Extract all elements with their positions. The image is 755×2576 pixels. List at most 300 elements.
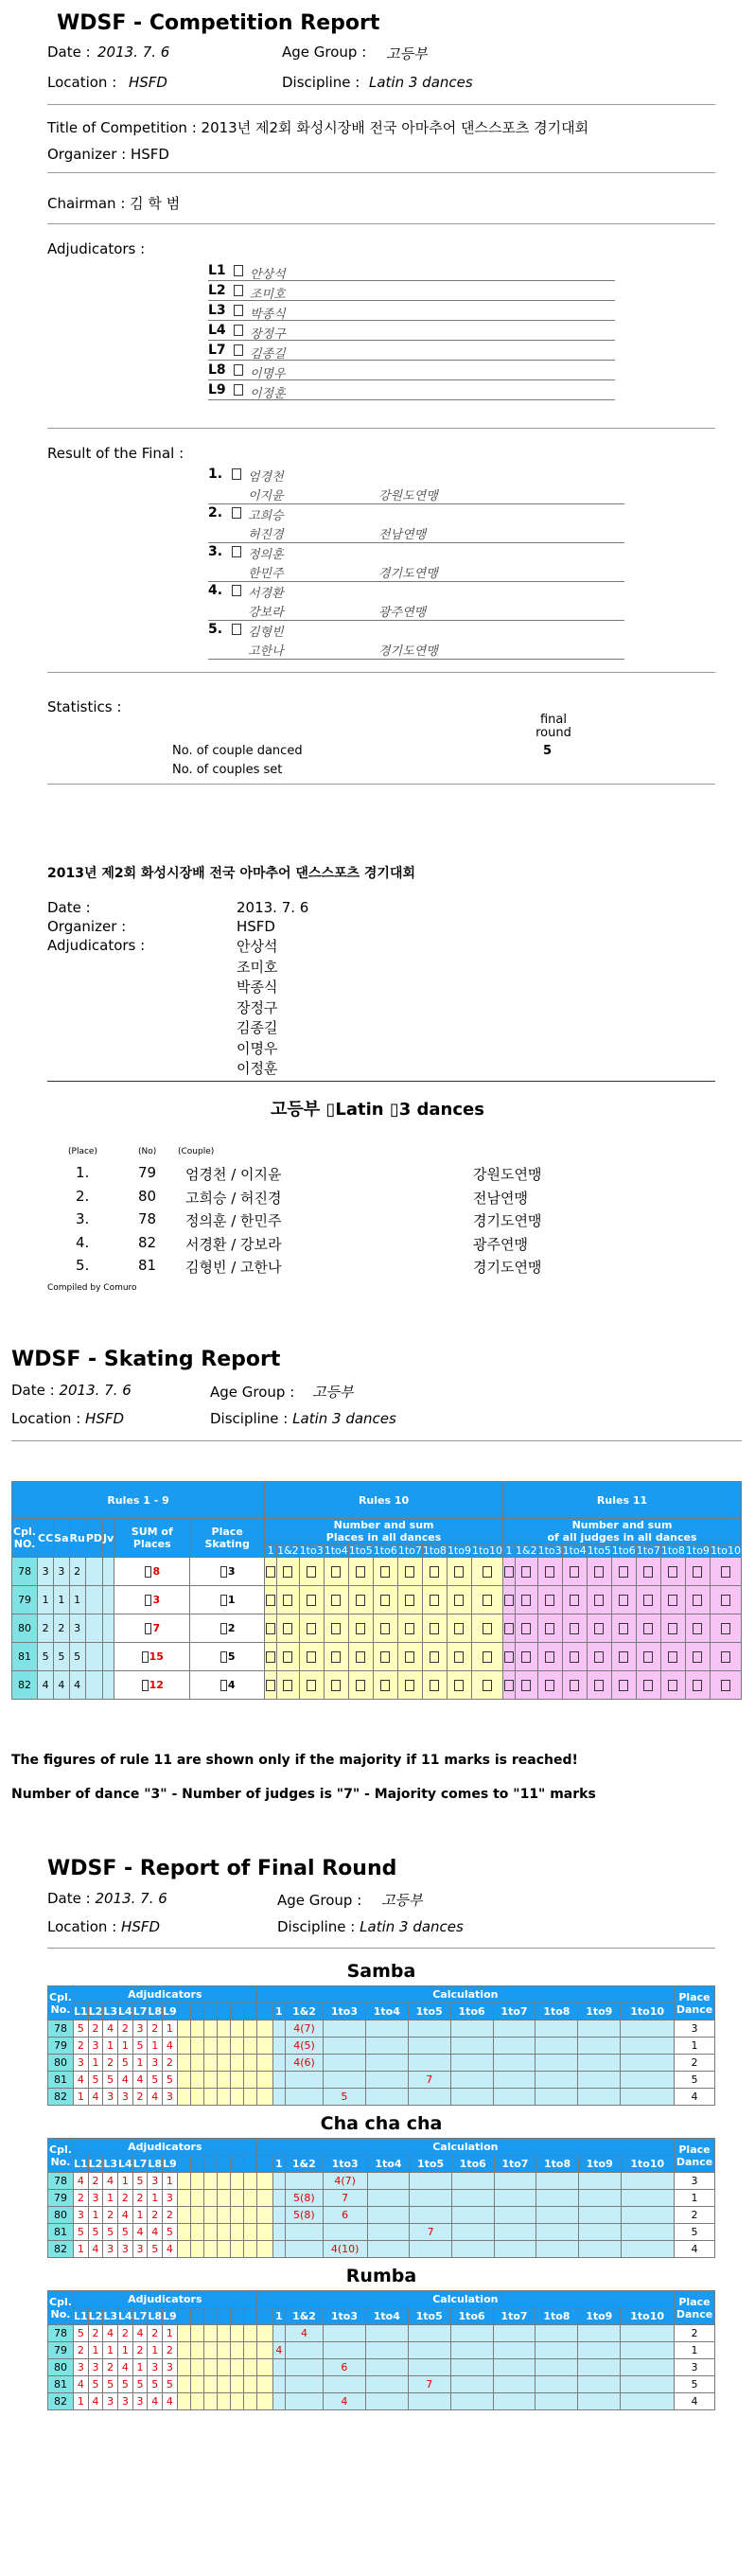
- hdr-calculation: Calculation: [256, 1986, 674, 2003]
- calc-cell: [621, 2207, 674, 2224]
- calc-cell: [286, 2089, 324, 2106]
- cpl-no: 82: [48, 2241, 74, 2258]
- sk-location: Location : HSFD: [11, 1410, 125, 1427]
- rule11-cell: [710, 1558, 741, 1586]
- dance-row: [48, 2359, 715, 2376]
- checkbox-icon: [380, 1595, 390, 1606]
- calc-cell: [494, 2224, 536, 2241]
- judge-mark: [177, 2376, 190, 2393]
- checkbox-icon: [721, 1651, 730, 1663]
- rule10-cell: [265, 1558, 277, 1586]
- place-dance: 1: [675, 2342, 715, 2359]
- checkbox-icon: [643, 1651, 653, 1663]
- checkbox-icon: [430, 1680, 439, 1691]
- judge-mark: [190, 2038, 203, 2055]
- cpl-no: 81: [48, 2072, 74, 2089]
- age-group-value: 고등부: [386, 45, 428, 62]
- summary-date-label: Date :: [47, 899, 91, 916]
- rule11-cell: [537, 1614, 562, 1643]
- judge-mark: [230, 2207, 243, 2224]
- dance-row: [48, 2393, 715, 2410]
- result-region: 경기도연맹: [378, 644, 438, 659]
- adjudicators-label: Adjudicators :: [47, 240, 146, 257]
- judge-mark: 1: [103, 2190, 118, 2207]
- judge-mark: 3: [148, 2359, 163, 2376]
- calc-cell: [493, 2055, 536, 2072]
- rule10-cell: [447, 1643, 471, 1671]
- calc-cell: [451, 2241, 494, 2258]
- skating-cell: 81: [12, 1643, 38, 1671]
- rule11-cell: [636, 1643, 660, 1671]
- dance-row: [48, 2055, 715, 2072]
- judge-mark: [203, 2038, 217, 2055]
- dance-title: Samba: [346, 1961, 416, 1982]
- place-dance: 2: [675, 2325, 715, 2342]
- skating-cell: 1: [69, 1586, 85, 1614]
- calc-cell: [621, 2359, 675, 2376]
- calc-cell: [285, 2241, 323, 2258]
- cpl-no: 78: [48, 2325, 74, 2342]
- judge-mark: 5: [74, 2325, 89, 2342]
- calc-cell: [323, 2055, 365, 2072]
- calc-cell: 7: [408, 2072, 450, 2089]
- range-col-header: 1to6: [373, 1544, 397, 1557]
- checkbox-icon: [283, 1680, 292, 1691]
- calc-cell: [493, 2089, 536, 2106]
- judge-mark: [217, 2376, 230, 2393]
- judge-mark: 5: [163, 2072, 178, 2089]
- rule10-cell: [299, 1614, 324, 1643]
- calc-cell: [272, 2020, 285, 2038]
- title-of-competition: Title of Competition : 2013년 제2회 화성시장배 전국 아마추어 댄스스포츠 경기대회: [47, 119, 589, 136]
- calc-cell: [365, 2359, 408, 2376]
- judge-mark: [203, 2207, 217, 2224]
- rule11-cell: [685, 1558, 710, 1586]
- calc-cell: [621, 2072, 675, 2089]
- checkbox-icon: [220, 1680, 227, 1691]
- checkbox-icon: [619, 1651, 628, 1663]
- judge-mark: 3: [132, 2241, 148, 2258]
- summary-place: 2.: [76, 1187, 90, 1205]
- skating-report-title: WDSF - Skating Report: [11, 1348, 281, 1371]
- skating-col-header: PD: [85, 1519, 102, 1558]
- calc-cell: [578, 2393, 621, 2410]
- rule11-cell: [537, 1643, 562, 1671]
- rule11-cell: [503, 1671, 516, 1700]
- checkbox-icon: [721, 1566, 730, 1578]
- checkbox-icon: [405, 1680, 414, 1691]
- checkbox-icon: [307, 1651, 316, 1663]
- rule10-cell: [299, 1558, 324, 1586]
- checkbox-icon: [380, 1680, 390, 1691]
- rule11-cell: [503, 1643, 516, 1671]
- rule11-cell: [710, 1614, 741, 1643]
- judge-mark: [243, 2342, 256, 2359]
- calc-cell: [408, 2038, 450, 2055]
- calc-cell: [536, 2241, 579, 2258]
- checkbox-icon: [220, 1651, 227, 1663]
- calc-cell: [578, 2342, 621, 2359]
- summary-no: 78: [138, 1210, 157, 1227]
- range-col-header: 1: [503, 1544, 516, 1558]
- rule10-cell: [299, 1586, 324, 1614]
- checkbox-icon: [356, 1595, 365, 1606]
- judge-mark: 5: [103, 2376, 118, 2393]
- rule11-cell: [660, 1586, 685, 1614]
- judge-col-header: L7: [132, 2003, 148, 2020]
- judge-mark: 5: [88, 2376, 103, 2393]
- judge-mark: 5: [74, 2224, 89, 2241]
- checkbox-icon: [594, 1651, 604, 1663]
- judge-mark: 5: [118, 2224, 133, 2241]
- calc-col-header: 1to10: [621, 2003, 675, 2020]
- summary-place: 4.: [76, 1233, 90, 1251]
- calc-cell: [408, 2393, 450, 2410]
- judge-mark: 4: [163, 2038, 178, 2055]
- date-label: Date :: [47, 44, 91, 61]
- judge-mark: 5: [163, 2224, 178, 2241]
- skating-cell: [85, 1643, 102, 1671]
- skating-note-2: Number of dance "3" - Number of judges is "7" - Majority comes to "11" marks: [11, 1787, 596, 1802]
- rule10-cell: [373, 1558, 397, 1586]
- calc-cell: [285, 2224, 323, 2241]
- calc-cell: [272, 2224, 285, 2241]
- hdr-place-dance: Place Dance: [675, 2139, 715, 2173]
- calc-cell: 4(5): [286, 2038, 324, 2055]
- checkbox-icon: [145, 1566, 151, 1578]
- calc-spacer-cell: [256, 2393, 272, 2410]
- result-row: [208, 582, 624, 621]
- judge-mark: [243, 2190, 256, 2207]
- judge-mark: 3: [163, 2089, 178, 2106]
- r11-subheader: Number and sum of all judges in all dances: [503, 1519, 742, 1544]
- skating-row: [12, 1614, 742, 1643]
- rule11-cell: [660, 1558, 685, 1586]
- rule11-cell: [562, 1671, 587, 1700]
- calc-cell: [367, 2224, 410, 2241]
- rule11-cell: [516, 1671, 538, 1700]
- calc-col-header: 1to10: [621, 2156, 674, 2173]
- judge-mark: 3: [103, 2241, 118, 2258]
- judge-mark: [190, 2207, 203, 2224]
- checkbox-icon: [504, 1623, 514, 1634]
- checkbox-icon: [234, 265, 243, 276]
- checkbox-icon: [643, 1680, 653, 1691]
- judge-col-header: [217, 2003, 230, 2020]
- calc-cell: [536, 2072, 578, 2089]
- judge-mark: 3: [148, 2055, 163, 2072]
- rule10-cell: [471, 1614, 502, 1643]
- dance-row: [48, 2342, 715, 2359]
- checkbox-icon: [668, 1623, 677, 1634]
- calc-cell: [410, 2190, 452, 2207]
- organizer: Organizer : HSFD: [47, 146, 169, 163]
- summary-adjudicators: [237, 937, 277, 1080]
- checkbox-icon: [405, 1651, 414, 1663]
- calc-cell: 7: [410, 2224, 452, 2241]
- calc-cell: [621, 2190, 674, 2207]
- hdr-calculation: Calculation: [256, 2139, 674, 2156]
- dance-subheader-row: [48, 2156, 715, 2173]
- skating-cell: [103, 1558, 114, 1586]
- checkbox-icon: [266, 1623, 275, 1634]
- summary-place: 5.: [76, 1257, 90, 1274]
- checkbox-icon: [668, 1651, 677, 1663]
- judge-mark: [230, 2055, 243, 2072]
- skating-cell: 2: [54, 1614, 69, 1643]
- calc-cell: [272, 2325, 285, 2342]
- judge-mark: [243, 2038, 256, 2055]
- checkbox-icon: [721, 1595, 730, 1606]
- judge-mark: 2: [163, 2207, 178, 2224]
- calc-cell: [621, 2173, 674, 2190]
- judge-mark: [230, 2241, 243, 2258]
- calc-cell: 4(10): [323, 2241, 367, 2258]
- checkbox-icon: [570, 1651, 579, 1663]
- calc-cell: [621, 2020, 675, 2038]
- calc-col-header: 1to6: [451, 2156, 494, 2173]
- calc-cell: [285, 2173, 323, 2190]
- checkbox-icon: [483, 1595, 492, 1606]
- dance-row: [48, 2207, 715, 2224]
- rule10-cell: [422, 1586, 447, 1614]
- calc-cell: [323, 2038, 365, 2055]
- judge-mark: 3: [163, 2359, 178, 2376]
- rule10-cell: [373, 1586, 397, 1614]
- adjudicator-name: 이명우: [250, 367, 286, 381]
- rule10-cell: [447, 1614, 471, 1643]
- judge-col-header: [217, 2156, 230, 2173]
- rule11-cell: [710, 1671, 741, 1700]
- summary-adjudicator: 김종길: [237, 1019, 278, 1036]
- checkbox-icon: [356, 1651, 365, 1663]
- range-col-header: 1to7: [636, 1544, 660, 1557]
- checkbox-icon: [430, 1595, 439, 1606]
- checkbox-icon: [220, 1566, 227, 1578]
- judge-mark: 4: [148, 2089, 163, 2106]
- judge-col-header: L7: [132, 2156, 148, 2173]
- calc-cell: [272, 2173, 285, 2190]
- calc-cell: [410, 2241, 452, 2258]
- rule11-cell: [587, 1558, 611, 1586]
- summary-title: 2013년 제2회 화성시장배 전국 아마추어 댄스스포츠 경기대회: [47, 866, 416, 881]
- judge-mark: [217, 2020, 230, 2038]
- sk-date: Date : 2013. 7. 6: [11, 1382, 132, 1399]
- judge-mark: 4: [132, 2325, 148, 2342]
- skating-sum: 7: [114, 1614, 190, 1643]
- summary-region: 경기도연맹: [473, 1212, 542, 1229]
- place-dance: 1: [675, 2038, 715, 2055]
- calc-cell: [578, 2055, 621, 2072]
- cpl-no: 80: [48, 2207, 74, 2224]
- skating-cell: 80: [12, 1614, 38, 1643]
- judge-col-header: [190, 2156, 203, 2173]
- judge-col-header: L3: [103, 2156, 118, 2173]
- calc-spacer-cell: [256, 2342, 272, 2359]
- calc-spacer-cell: [256, 2055, 272, 2072]
- judge-col-header: [203, 2003, 217, 2020]
- result-place: 3.: [208, 544, 223, 559]
- summary-row: [0, 1188, 755, 1211]
- calc-cell: [367, 2241, 410, 2258]
- checkbox-icon: [693, 1566, 702, 1578]
- calc-cell: [578, 2241, 621, 2258]
- checkbox-icon: [145, 1595, 151, 1606]
- calc-cell: 4(7): [286, 2020, 324, 2038]
- calc-cell: [272, 2038, 285, 2055]
- rule10-cell: [397, 1586, 422, 1614]
- judge-mark: 2: [118, 2190, 133, 2207]
- dance-row: [48, 2325, 715, 2342]
- place-dance: 3: [675, 2020, 715, 2038]
- calc-col-header: 1to7: [493, 2003, 536, 2020]
- judge-mark: 3: [74, 2207, 89, 2224]
- range-col-header: 1to3: [537, 1544, 562, 1557]
- calc-col-header: 1to6: [450, 2003, 493, 2020]
- cpl-no: 79: [48, 2038, 74, 2055]
- rule11-cell: [562, 1643, 587, 1671]
- judge-mark: [190, 2173, 203, 2190]
- judge-mark: 2: [148, 2325, 163, 2342]
- calc-cell: [365, 2342, 408, 2359]
- statistics-label: Statistics :: [47, 698, 122, 715]
- calc-cell: [365, 2325, 408, 2342]
- result-label: Result of the Final :: [47, 445, 184, 462]
- calc-cell: [536, 2325, 578, 2342]
- checkbox-icon: [594, 1595, 604, 1606]
- judge-mark: [230, 2190, 243, 2207]
- calc-cell: [365, 2089, 408, 2106]
- judge-mark: 2: [132, 2089, 148, 2106]
- judge-col-header: [217, 2308, 230, 2325]
- rule11-cell: [611, 1671, 636, 1700]
- checkbox-icon: [545, 1566, 554, 1578]
- judge-col-header: [243, 2308, 256, 2325]
- hdr-rules-1-9: Rules 1 - 9: [12, 1482, 265, 1519]
- adjudicator-code: L1: [208, 263, 226, 278]
- calc-cell: [408, 2020, 450, 2038]
- hdr-cpl: Cpl. No.: [48, 1986, 74, 2020]
- couples-danced-value: 5: [543, 744, 553, 758]
- judge-mark: [243, 2072, 256, 2089]
- checkbox-icon: [521, 1566, 531, 1578]
- calc-cell: [621, 2055, 675, 2072]
- calc-cell: [365, 2393, 408, 2410]
- place-dance: 3: [675, 2173, 715, 2190]
- rule11-cell: [587, 1643, 611, 1671]
- rule10-cell: [324, 1614, 348, 1643]
- calc-cell: [493, 2072, 536, 2089]
- calc-cell: [494, 2190, 536, 2207]
- col-place-header: (Place): [68, 1147, 97, 1156]
- calc-col-header: 1to8: [536, 2308, 578, 2325]
- calc-cell: [493, 2393, 536, 2410]
- col-couple-header: (Couple): [178, 1147, 215, 1156]
- checkbox-icon: [521, 1595, 531, 1606]
- skating-place: 1: [190, 1586, 265, 1614]
- hdr-calculation: Calculation: [256, 2291, 674, 2308]
- skating-col-header: Jv: [103, 1519, 114, 1558]
- judge-mark: [177, 2241, 190, 2258]
- summary-adjudicator: 안상석: [237, 938, 278, 955]
- judge-mark: [177, 2224, 190, 2241]
- judge-mark: [177, 2038, 190, 2055]
- checkbox-icon: [594, 1566, 604, 1578]
- judge-mark: 1: [118, 2038, 133, 2055]
- judge-mark: [190, 2072, 203, 2089]
- checkbox-icon: [504, 1680, 514, 1691]
- calc-cell: [272, 2055, 285, 2072]
- judge-mark: [217, 2325, 230, 2342]
- judge-mark: [177, 2020, 190, 2038]
- judge-mark: 3: [148, 2173, 163, 2190]
- skating-cell: 4: [69, 1671, 85, 1700]
- checkbox-icon: [220, 1623, 227, 1634]
- checkbox-icon: [454, 1623, 464, 1634]
- judge-mark: [190, 2190, 203, 2207]
- calc-cell: [493, 2342, 536, 2359]
- rule11-cell: [685, 1671, 710, 1700]
- calc-cell: [450, 2325, 493, 2342]
- calc-col-header: 1to3: [323, 2003, 365, 2020]
- calc-cell: 5: [323, 2089, 365, 2106]
- judge-mark: [190, 2393, 203, 2410]
- checkbox-icon: [307, 1566, 316, 1578]
- judge-mark: 2: [88, 2173, 103, 2190]
- checkbox-icon: [545, 1680, 554, 1691]
- adjudicator-row: [208, 261, 615, 281]
- judge-mark: [203, 2359, 217, 2376]
- rule11-cell: [685, 1586, 710, 1614]
- checkbox-icon: [380, 1566, 390, 1578]
- judge-mark: 5: [103, 2072, 118, 2089]
- judge-mark: [203, 2241, 217, 2258]
- range-col-header: 1to3: [299, 1544, 324, 1557]
- checkbox-icon: [266, 1651, 275, 1663]
- skating-header-row: [12, 1519, 742, 1544]
- rule11-cell: [636, 1558, 660, 1586]
- rule10-cell: [265, 1643, 277, 1671]
- skating-col-header: Sa: [54, 1519, 69, 1558]
- checkbox-icon: [380, 1623, 390, 1634]
- rule10-cell: [471, 1643, 502, 1671]
- judge-mark: [217, 2055, 230, 2072]
- judge-mark: 2: [103, 2207, 118, 2224]
- checkbox-icon: [693, 1623, 702, 1634]
- judge-mark: 2: [103, 2055, 118, 2072]
- calc-cell: [365, 2072, 408, 2089]
- calc-cell: [536, 2393, 578, 2410]
- skating-col-header: Place Skating: [190, 1519, 265, 1558]
- range-col-header: 1to8: [660, 1544, 685, 1557]
- calc-cell: [621, 2393, 675, 2410]
- skating-cell: 79: [12, 1586, 38, 1614]
- judge-mark: 3: [132, 2020, 148, 2038]
- dance-row: [48, 2190, 715, 2207]
- skating-cell: [85, 1558, 102, 1586]
- skating-cell: [85, 1671, 102, 1700]
- skating-cell: 1: [54, 1586, 69, 1614]
- judge-mark: [190, 2020, 203, 2038]
- calc-cell: [621, 2224, 674, 2241]
- checkbox-icon: [721, 1680, 730, 1691]
- adjudicator-list: [208, 261, 615, 400]
- checkbox-icon: [234, 285, 243, 296]
- calc-cell: [578, 2072, 621, 2089]
- judge-mark: [177, 2325, 190, 2342]
- calc-cell: [536, 2173, 579, 2190]
- calc-col-header: 1to4: [365, 2003, 408, 2020]
